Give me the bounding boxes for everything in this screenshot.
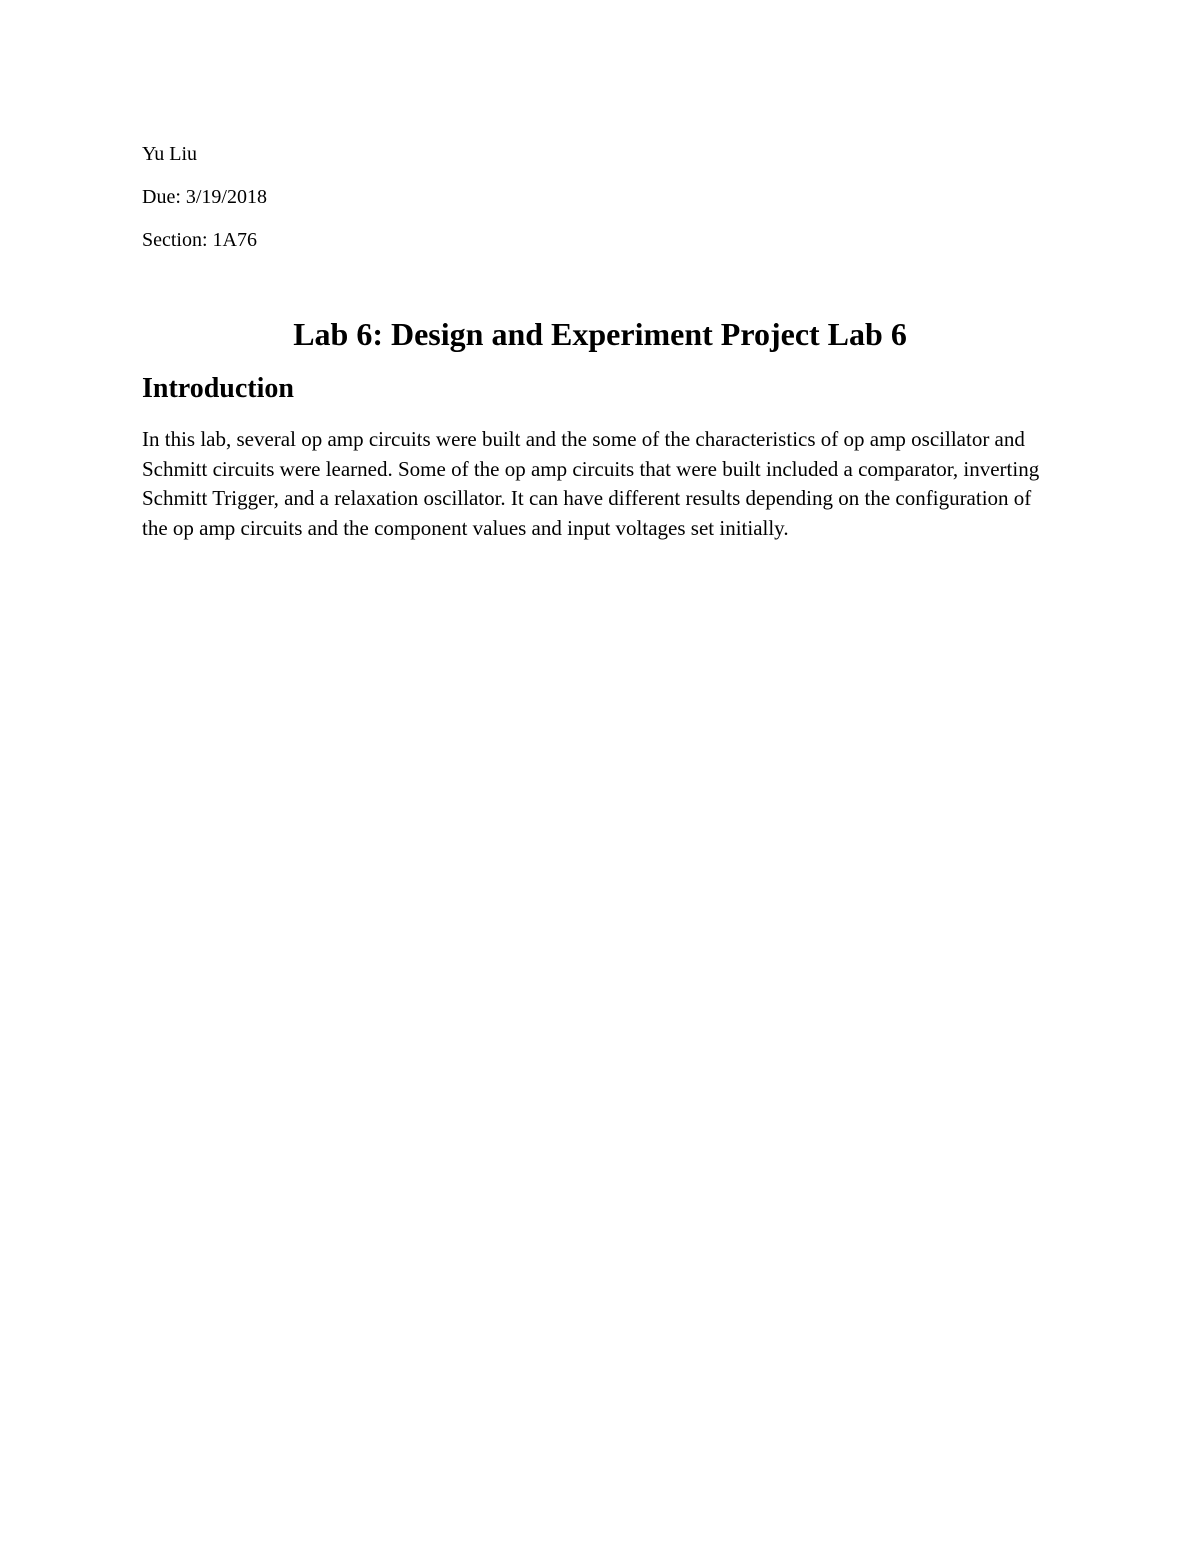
section-number: Section: 1A76 <box>142 229 257 251</box>
section-heading-introduction: Introduction <box>142 373 294 404</box>
document-title: Lab 6: Design and Experiment Project Lab 6 <box>293 316 907 352</box>
due-date: Due: 3/19/2018 <box>142 186 267 208</box>
document-header <box>142 142 267 271</box>
author-name: Yu Liu <box>142 143 197 165</box>
introduction-paragraph: In this lab, several op amp circuits were built and the some of the characteristics of op amp oscillator and Schmitt circuits were learned. Some of the op amp circuits that were built included a comparator, inverting Schmitt Trigger, and a relaxation oscillator. It can have different results depending on the configuration of the op amp circuits and the component values and input voltages set initially. <box>142 427 1040 540</box>
